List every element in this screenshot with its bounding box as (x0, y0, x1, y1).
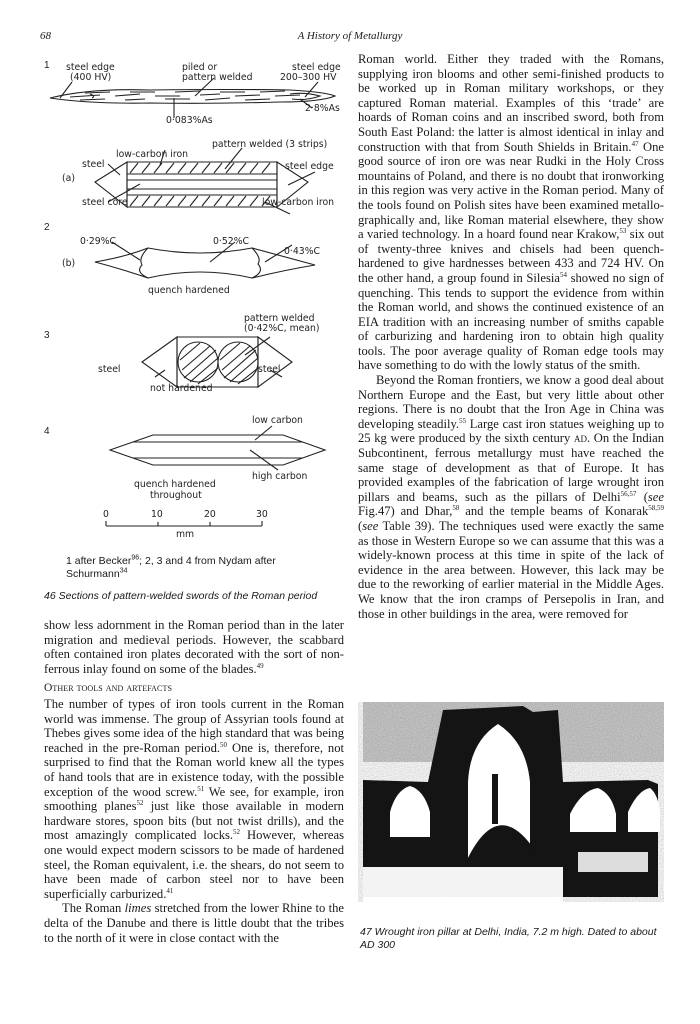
diagram-4-section (110, 426, 325, 470)
label-pattern-welded-3: pattern welded (244, 313, 315, 324)
text-run: We see, for example, iron smoothing planes (44, 784, 345, 814)
label-carbon-029: 0·29%C (80, 236, 117, 247)
label-low-carbon-iron-top: low-carbon iron (116, 149, 189, 160)
figure-47-caption: 47 Wrought iron pillar at Delhi, India, 7.2 m high. Dated to about AD 300 (360, 926, 657, 951)
scale-tick-0: 0 (103, 509, 109, 520)
page-number: 68 (40, 30, 51, 42)
label-carbon-mean: (0·42%C, mean) (244, 323, 320, 334)
paragraph (358, 373, 664, 621)
footnote-ref: 56,57 (620, 489, 637, 498)
figure-47-photo (358, 702, 664, 902)
italic-text: see (647, 489, 664, 504)
diagram-4-number: 4 (44, 426, 50, 437)
diagram-3-section (142, 337, 292, 387)
footnote-ref: 41 (166, 886, 174, 895)
footnote-ref: 96 (131, 554, 140, 562)
label-pattern-welded-3-strips: pattern welded (3 strips) (212, 139, 328, 150)
footnote-ref: 54 (559, 270, 567, 279)
label-arsenic-center: 0·083%As (166, 115, 213, 126)
label-pattern-welded: pattern welded (182, 72, 253, 83)
text-run: The number of types of iron tools current in the Roman world was immense. The group of Assyrian tools found at Thebes gives some idea of the high standard that was being reached in the pre-Roman period. (44, 697, 344, 755)
section-heading: Other tools and artefacts (44, 682, 172, 694)
label-part-b: (b) (62, 258, 76, 269)
text-run: Fig.47) and Dhar, (358, 504, 453, 519)
label-carbon-043: 0·43%C (284, 246, 321, 257)
text-run: However, whereas one would expect modern scissors to be made of hardened steel, the Roman equivalent, i.e. the shears, do not seem to have been made of carbon steel nor to have been superficially carburized. (44, 828, 344, 901)
iron-pillar (492, 774, 498, 824)
label-steel-edge-right: steel edge (292, 62, 341, 73)
right-column (358, 52, 664, 621)
text-run: Beyond the Roman frontiers, we know a good deal about Northern Europe and the East, but very little about other regions. There is no doubt that the Iron Age in China was developing steadily. (358, 373, 664, 431)
scale-tick-10: 10 (151, 509, 163, 520)
figure-46-caption: 46 Sections of pattern-welded swords of the Roman period (44, 590, 318, 602)
text-run: Table 39). The techniques used were exactly the same as those in Western Europe so we can assume that this was a widely-known process at this time in spite of the lack of evidence in the area between. However, this lack may be due to the reworking of earlier material in the Middle Ages. We know that the iron cramps of Persepolis in Iran, and those in other buildings in the area, were removed for (358, 519, 664, 621)
footnote-ref: 50 (220, 740, 228, 749)
footnote-ref: 51 (197, 784, 205, 793)
paragraph (44, 697, 344, 901)
label-carbon-052: 0·52%C (213, 236, 250, 247)
text-run: One is, therefore, not surprised to find that the Roman world knew all the types of hand tools that are in existence today, with the possible exception of the wood screw. (44, 740, 344, 799)
text-run: six out of twenty-three knives and chisels had been quench-hardened to give hardnesses between 433 and 724 HV. On the other hand, a group found in Silesia (358, 227, 664, 285)
footnote-ref: 53 (619, 226, 627, 235)
diagram-1-number: 1 (44, 60, 50, 71)
label-hardness-left: (400 HV) (70, 72, 112, 83)
text-run: Roman world. Either they traded with the Romans, supplying iron blooms and other semi-finished products to be worked up in Roman military workshops, or they captured Roman material. Examples of this ‘trade’ are hoards of Roman coins and an inscribed sword, both from South East Poland: the latter is almost identical in inlay and construction with that from South Shields in Britain. (358, 52, 664, 154)
text-run: ( (636, 489, 648, 504)
text-run: stretched from the lower Rhine to the delta of the Danube and there is little doubt that the tribes to the north of it were in close contact with the (44, 901, 344, 945)
scale-tick-30: 30 (256, 509, 268, 520)
label-arsenic-right: 2·8%As (305, 103, 340, 114)
label-steel-edge: steel edge (285, 161, 334, 172)
paragraph (44, 618, 344, 676)
scale-bar (106, 521, 262, 526)
text-run: showed no sign of quenching. This tends to support the evidence from within the Roman world, and shows the continued existence of an EIA tradition with an increasing number of smiths capable of carburizing and hardening iron to obtain high quality tools. The poor average quality of Roman edge tools may have something to do with the lowly status of the smith. (358, 270, 664, 373)
credit-becker: 1 after Becker (66, 555, 132, 567)
small-caps-text: ad (573, 431, 587, 446)
footnote-ref: 34 (119, 567, 128, 575)
paragraph (44, 901, 344, 945)
footnote-ref: 49 (256, 661, 264, 670)
text-run: just like those available in modern hardware stores, spoon bits (but not twist drills), and the most amazingly complicated locks. (44, 799, 344, 843)
footnote-ref: 52 (136, 798, 144, 807)
paragraph (358, 52, 664, 373)
text-run: ( (358, 519, 363, 533)
text-run: The Roman (62, 901, 125, 916)
scale-tick-20: 20 (204, 509, 216, 520)
label-steel-core: steel core (82, 197, 128, 208)
label-throughout: throughout (150, 490, 202, 501)
text-run: Large cast iron statues weighing up to 25 kg were produced by the sixth century (358, 416, 665, 446)
label-hardness-right: 200–300 HV (280, 72, 337, 83)
label-not-hardened: not hardened (150, 383, 213, 394)
label-steel-right: steel (258, 364, 281, 375)
diagram-1-blade-section (50, 78, 335, 118)
label-steel-left: steel (98, 364, 121, 375)
diagram-2b-section (95, 242, 315, 278)
left-column-top (44, 618, 344, 676)
delhi-pillar-photo-illustration (358, 702, 664, 902)
text-run: . On the Indian Subcontinent, ferrous metallurgy must have reached the same stage of development as that of Europe. It has provided examples of the fabrication of large wrought iron pillars and beams, such as the pillars of Delhi (358, 431, 665, 504)
running-title: A History of Metallurgy (297, 30, 403, 42)
label-steel: steel (82, 159, 105, 170)
footnote-ref: 58 (452, 504, 460, 513)
label-steel-edge-left: steel edge (66, 62, 115, 73)
paragraph-text: show less adornment in the Roman period than in the later migration and medieval periods. However, the scabbard often contained iron plates decorated with the sort of non-ferrous inlay found on some of the blades. (44, 618, 344, 676)
footnote-ref: 55 (459, 416, 467, 425)
italic-text: limes (124, 901, 152, 916)
diagram-2-number: 2 (44, 222, 50, 233)
left-column-bottom (44, 697, 344, 945)
label-quench-hardened: quench hardened (148, 285, 230, 296)
diagram-3-number: 3 (44, 330, 50, 341)
label-piled-or: piled or (182, 62, 218, 73)
footnote-ref: 47 (631, 139, 639, 148)
credit-schurmann: ; 2, 3 and 4 from Nydam after Schurmann (66, 555, 276, 580)
footnote-ref: 58,59 (648, 504, 664, 513)
italic-text: see (362, 519, 379, 533)
figure-46-credit (66, 555, 336, 581)
text-run: One good source of iron ore was near Rudki in the Holy Cross mountains of Poland, and there is no doubt that ironworking in this region was very active in the Roman period. Many of the tools found on Polish sites have been examined metallo-graphically and, like Roman material elsewhere, they show a varied technology. In a hoard found near Krakow, (358, 139, 664, 242)
text-run: and the temple beams of Konarak (459, 504, 649, 519)
scale-unit: mm (176, 529, 195, 540)
label-quench-hardened-4: quench hardened (134, 479, 216, 490)
footnote-ref: 52 (233, 828, 241, 837)
figure-46-diagram (30, 52, 350, 592)
label-low-carbon-iron-bottom: low-carbon iron (262, 197, 335, 208)
label-high-carbon: high carbon (252, 471, 308, 482)
label-low-carbon: low carbon (252, 415, 303, 426)
label-part-a: (a) (62, 173, 75, 184)
